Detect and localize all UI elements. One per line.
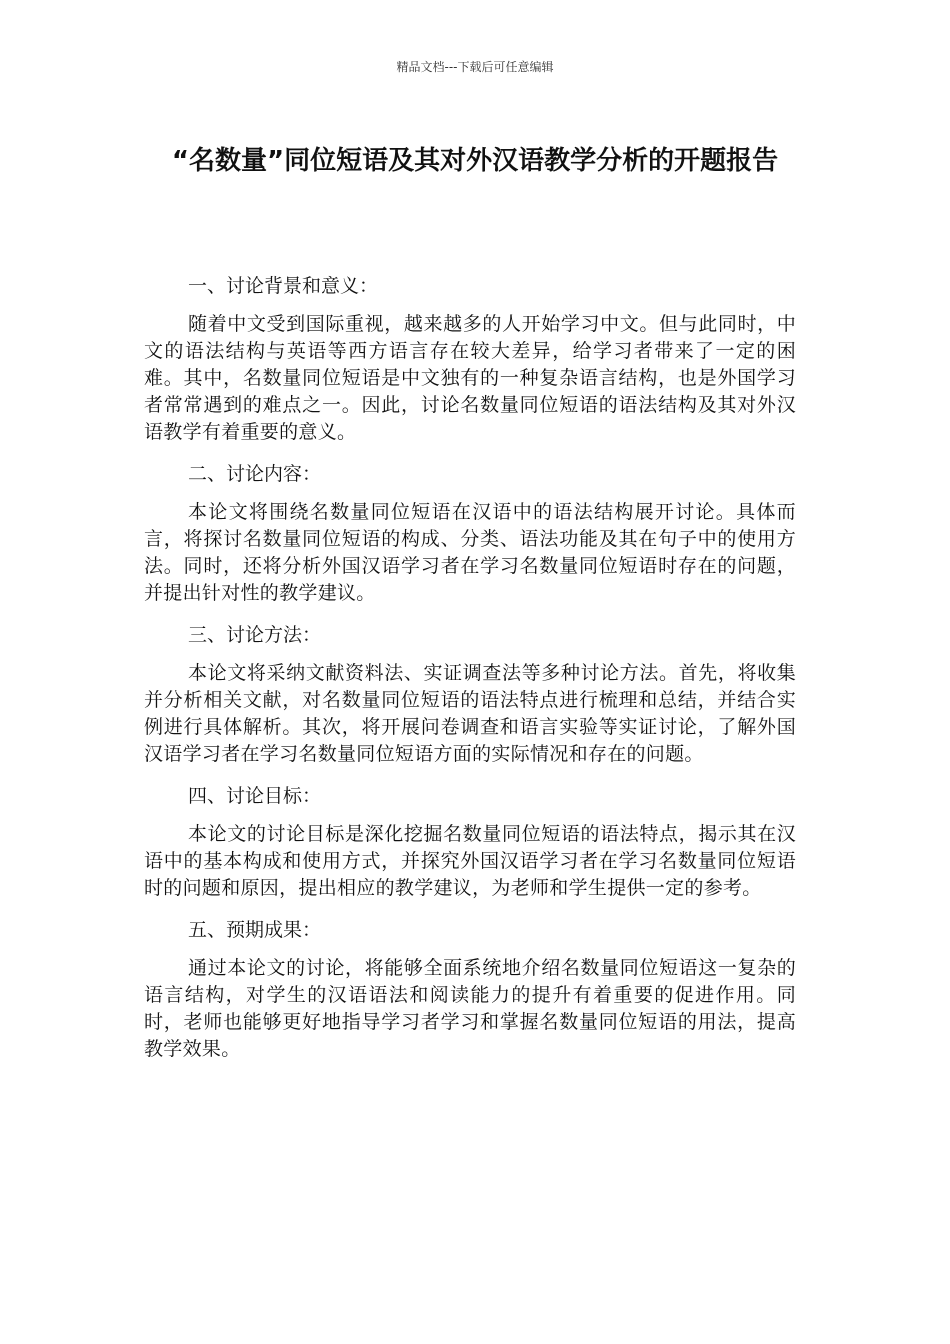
section-method bbox=[144, 621, 796, 768]
section-heading: 五、预期成果： bbox=[188, 919, 322, 941]
section-body: 本论文将采纳文献资料法、实证调查法等多种讨论方法。首先，将收集并分析相关文献，对名数量同位短语的语法特点进行梳理和总结，并结合实例进行具体解析。其次，将开展问卷调查和语言实验等实证讨论，了解外国汉语学习者在学习名数量同位短语方面的实际情况和存在的问题。 bbox=[144, 662, 796, 765]
document-title: “名数量”同位短语及其对外汉语教学分析的开题报告 bbox=[171, 146, 779, 176]
document-content bbox=[144, 272, 796, 1077]
section-body: 随着中文受到国际重视，越来越多的人开始学习中文。但与此同时，中文的语法结构与英语等西方语言存在较大差异，给学习者带来了一定的困难。其中，名数量同位短语是中文独有的一种复杂语言结构，也是外国学习者常常遇到的难点之一。因此，讨论名数量同位短语的语法结构及其对外汉语教学有着重要的意义。 bbox=[144, 313, 796, 443]
header-note: 精品文档---下载后可任意编辑 bbox=[396, 60, 554, 74]
section-goals bbox=[144, 782, 796, 902]
section-heading: 一、讨论背景和意义： bbox=[188, 275, 379, 297]
section-heading: 二、讨论内容： bbox=[188, 463, 322, 485]
section-outcomes bbox=[144, 916, 796, 1063]
section-body: 本论文将围绕名数量同位短语在汉语中的语法结构展开讨论。具体而言，将探讨名数量同位短语的构成、分类、语法功能及其在句子中的使用方法。同时，还将分析外国汉语学习者在学习名数量同位短语时存在的问题，并提出针对性的教学建议。 bbox=[144, 501, 796, 604]
section-body: 通过本论文的讨论，将能够全面系统地介绍名数量同位短语这一复杂的语言结构，对学生的汉语语法和阅读能力的提升有着重要的促进作用。同时，老师也能够更好地指导学习者学习和掌握名数量同位短语的用法，提高教学效果。 bbox=[144, 957, 796, 1060]
section-body: 本论文的讨论目标是深化挖掘名数量同位短语的语法特点，揭示其在汉语中的基本构成和使用方式，并探究外国汉语学习者在学习名数量同位短语时的问题和原因，提出相应的教学建议，为老师和学生提供一定的参考。 bbox=[144, 823, 796, 899]
section-heading: 三、讨论方法： bbox=[188, 624, 322, 646]
section-background bbox=[144, 272, 796, 446]
section-content bbox=[144, 460, 796, 607]
section-heading: 四、讨论目标： bbox=[188, 785, 322, 807]
